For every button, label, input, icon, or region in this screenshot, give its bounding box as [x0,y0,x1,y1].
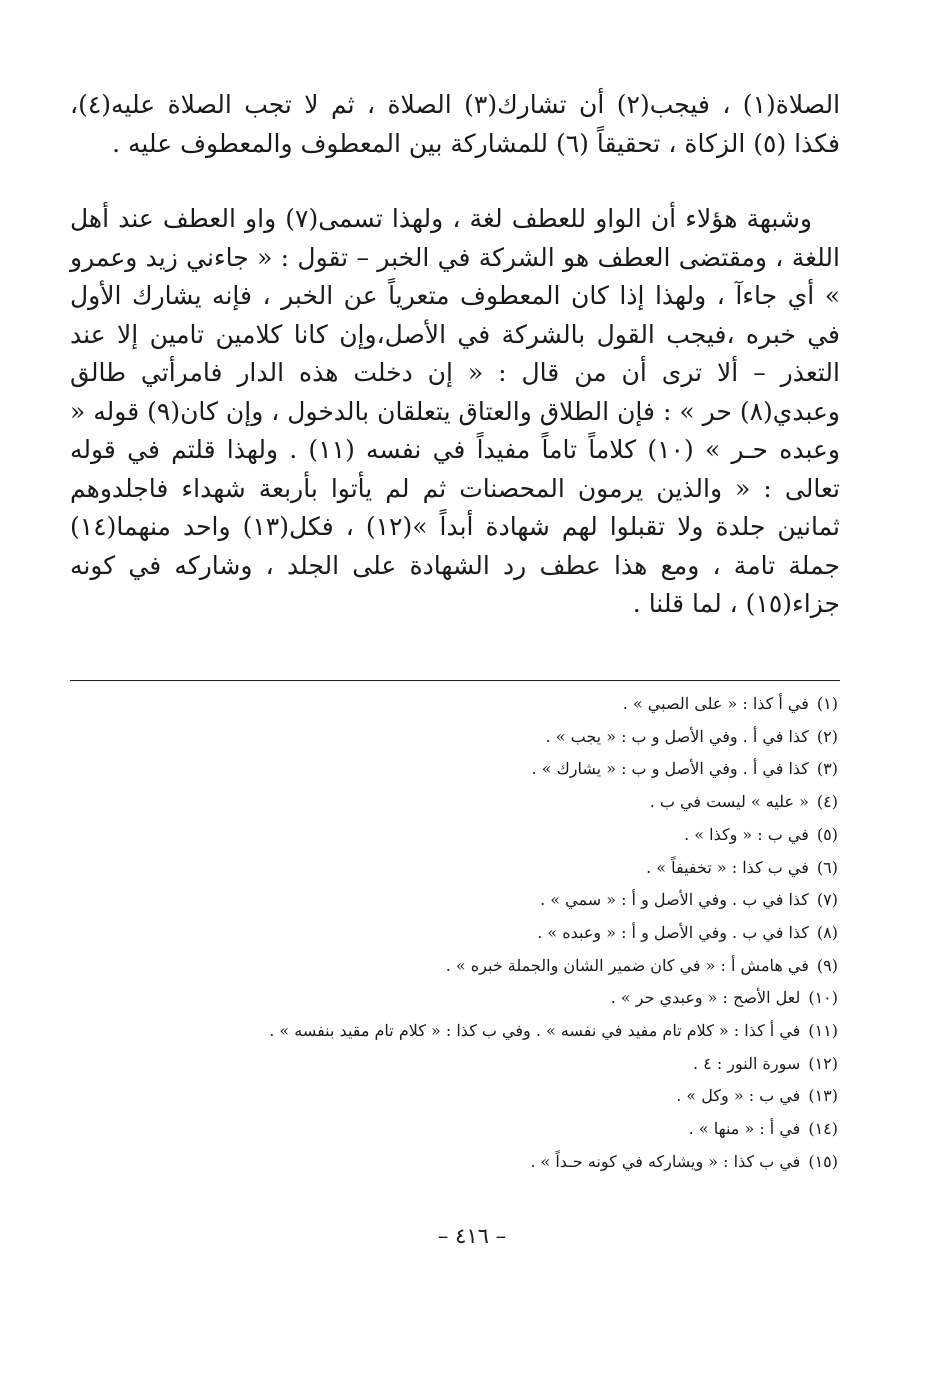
footnote-number: (٧) [816,890,838,910]
paragraph-text: وشبهة هؤلاء أن الواو للعطف لغة ، ولهذا تسمى(٧) واو العطف عند أهل اللغة ، ومقتضى العطف هو الشركة في الخبر – تقول : « جاءني زيد وعمرو » أي جاءآ ، ولهذا إذا كان المعطوف متعرياً عن الخبر ، فإنه يشارك الأول في خبره ،فيجب القول بالشركة في الأصل،وإن كانا كلامين تامين إلا عند التعذر – ألا ترى أن من قال : « إن دخلت هذه الدار فامرأتي طالق وعبدي(٨) حر » : فإن الطلاق والعتاق يتعلقان بالدخول ، وإن كان(٩) قوله « وعبده حـر » (١٠) كلاماً تاماً مفيداً في نفسه (١١) . ولهذا قلتم في قوله تعالى : « والذين يرمون المحصنات ثم لم يأتوا بأربعة شهداء فاجلدوهم ثمانين جلدة ولا تقبلوا لهم شهادة أبداً »(١٢) ، فكل(١٣) واحد منهما(١٤) جملة تامة ، ومع هذا عطف رد الشهادة على الجلد ، وشاركه في كونه جزاء(١٥) ، لما قلنا . [70,204,840,618]
footnotes-list [178,688,838,1179]
footnote-item [178,1113,838,1146]
footnote-number: (١١) [808,1021,838,1041]
footnote-item [178,917,838,950]
footnote-item [178,1146,838,1179]
footnote-text: في هامش أ : « في كان ضمير الشان والجملة خبره » . [445,955,809,975]
footnote-text: كذا في أ . وفي الأصل و ب : « يشارك » . [531,759,809,779]
footnote-text: كذا في ب . وفي الأصل و أ : « وعبده » . [537,922,809,942]
footnote-number: (١٥) [808,1151,838,1171]
footnote-item [178,1048,838,1081]
footnote-item [178,852,838,885]
footnote-item [178,982,838,1015]
footnote-number: (٢) [816,726,838,746]
paragraph-text: الصلاة(١) ، فيجب(٢) أن تشارك(٣) الصلاة ، ثم لا تجب الصلاة عليه(٤)، فكذا (٥) الزكاة ، تحقيقاً (٦) للمشاركة بين المعطوف والمعطوف عليه . [70,90,841,158]
footnote-item [178,819,838,852]
footnote-number: (٦) [816,857,838,877]
footnote-text: لعل الأصح : « وعبدي حر » . [610,988,801,1008]
footnote-number: (١٣) [808,1086,838,1106]
footnote-text: في أ كذا : « كلام تام مفيد في نفسه » . وفي ب كذا : « كلام تام مقيد بنفسه » . [269,1021,801,1041]
footnote-number: (٩) [816,955,838,975]
footnote-item [178,1015,838,1048]
footnote-item [178,950,838,983]
footnote-text: كذا في ب . وفي الأصل و أ : « سمي » . [540,890,809,910]
footnote-text: في ب : « وكل » . [676,1086,801,1106]
footnote-item [178,1080,838,1113]
footnote-number: (٥) [816,824,838,844]
footnote-item [178,688,838,721]
footnote-text: في ب كذا : « ويشاركه في كونه حـداً » . [530,1151,801,1171]
footnote-divider [70,680,840,681]
footnote-number: (١٢) [808,1053,838,1073]
footnote-number: (١٠) [808,988,838,1008]
footnote-text: في أ : « منها » . [688,1119,801,1139]
footnote-item [178,884,838,917]
paragraph-1 [70,86,840,163]
footnote-text: كذا في أ . وفي الأصل و ب : « يجب » . [545,726,809,746]
footnote-number: (٤) [816,792,838,812]
footnote-text: في ب : « وكذا » . [684,824,809,844]
footnote-number: (٣) [816,759,838,779]
footnote-item [178,786,838,819]
footnote-item [178,721,838,754]
footnote-number: (٨) [816,922,838,942]
footnote-text: في ب كذا : « تخفيفاً » . [646,857,809,877]
footnote-text: « عليه » ليست في ب . [649,792,809,812]
footnote-text: سورة النور : ٤ . [692,1053,801,1073]
footnote-item [178,753,838,786]
paragraph-2 [70,200,840,624]
page-number: – ٤١٦ – [437,1224,507,1248]
footnote-number: (١) [816,694,838,713]
footnote-text: في أ كذا : « على الصبي » . [622,694,809,713]
footnote-number: (١٤) [808,1119,838,1139]
